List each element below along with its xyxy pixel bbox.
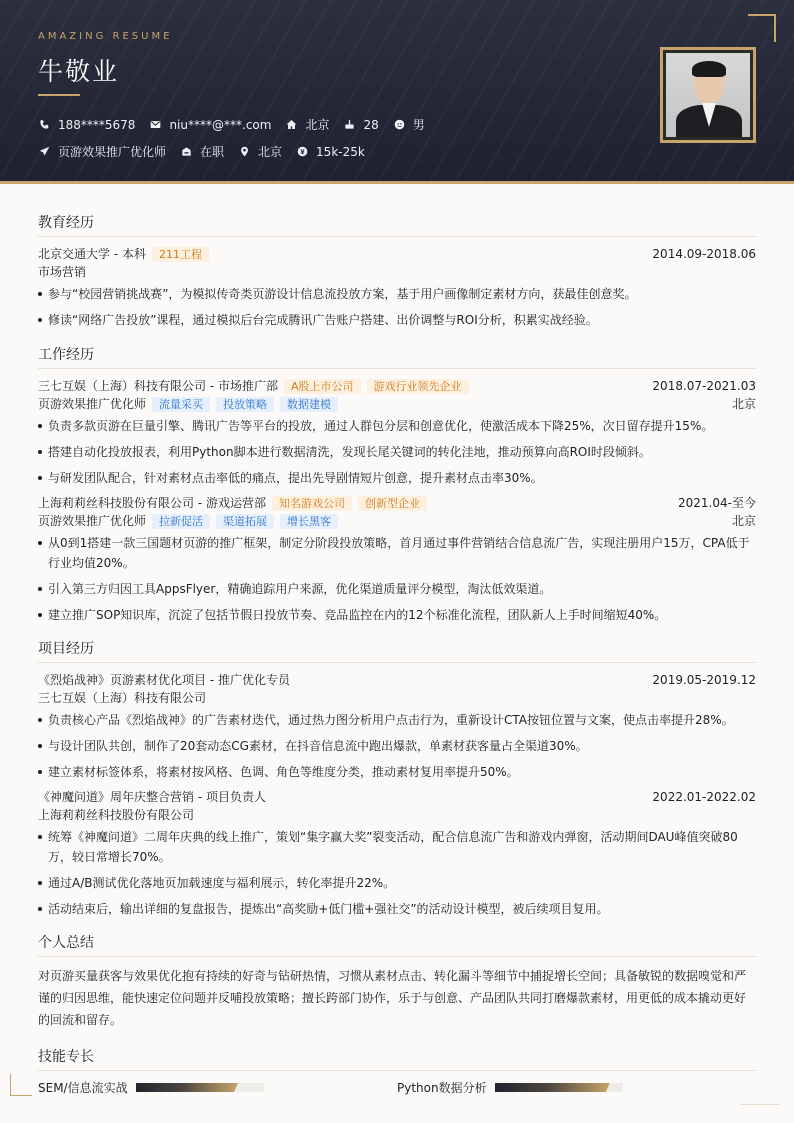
skill-tag: 拉新促活: [152, 514, 210, 529]
list-item: 活动结束后，输出详细的复盘报告，提炼出“高奖励+低门槛+强社交”的活动设计模型，被后续项目复用。: [38, 899, 756, 919]
list-item: 负责核心产品《烈焰战神》的广告素材迭代，通过热力图分析用户点击行为，重新设计CTA按钮位置与文案，使点击率提升28%。: [38, 710, 756, 730]
project-bullets: [38, 827, 756, 919]
project-date: 2019.05-2019.12: [652, 673, 756, 687]
work-bullets: [38, 416, 756, 488]
skill-level-fill: [495, 1083, 610, 1092]
list-item: 参与“校园营销挑战赛”，为模拟传奇类页游设计信息流投放方案，基于用户画像制定素材方向，获最佳创意奖。: [38, 284, 756, 304]
skill-level-fill: [136, 1083, 238, 1092]
section-title: 项目经历: [38, 638, 756, 663]
location-icon: [238, 145, 251, 158]
job-status-text: 在职: [200, 145, 225, 159]
list-item: 修读“网络广告投放”课程，通过模拟后台完成腾讯广告账户搭建、出价调整与ROI分析，积累实战经验。: [38, 310, 756, 330]
list-item: 建立推广SOP知识库，沉淀了包括节假日投放节奏、竞品监控在内的12个标准化流程，团队新人上手时间缩短40%。: [38, 605, 756, 625]
salary-text: 15k-25k: [316, 144, 365, 159]
section-title: 技能专长: [38, 1046, 756, 1071]
avatar: [666, 53, 750, 137]
gender-info: [393, 116, 425, 133]
work-date: 2021.04-至今: [678, 496, 756, 510]
major: 市场营销: [38, 265, 87, 279]
list-item: 引入第三方归因工具AppsFlyer，精确追踪用户来源，优化渠道质量评分模型，淘汰低效渠道。: [38, 579, 756, 599]
project-org-row: [38, 806, 756, 824]
salary-icon: [296, 145, 309, 158]
project-name: 《神魔问道》周年庆整合营销 - 项目负责人: [38, 790, 266, 804]
age-info: [343, 118, 378, 132]
project-entry-header: [38, 671, 756, 689]
work-bullets: [38, 533, 756, 625]
work-city: 北京: [731, 514, 756, 528]
education-entry-header: [38, 245, 756, 263]
cake-icon: [343, 118, 356, 131]
company-tag: 游戏行业领先企业: [367, 379, 469, 394]
target-city-text: 北京: [258, 145, 283, 159]
career-row: [38, 143, 379, 160]
project-date: 2022.01-2022.02: [652, 790, 756, 804]
target-role-info: [38, 143, 166, 160]
target-city-info: [238, 143, 282, 160]
work-entry-header: [38, 377, 756, 395]
salary-info: [296, 145, 365, 159]
education-major-row: [38, 263, 756, 281]
send-icon: [38, 145, 51, 158]
list-item: 从0到1搭建一款三国题材页游的推广框架，制定分阶段投放策略，首月通过事件营销结合信息流广告，实现注册用户15万，CPA低于行业均值20%。: [38, 533, 756, 573]
gender-icon: [393, 118, 406, 131]
corner-ornament: [748, 14, 776, 42]
phone-text: 188****5678: [58, 117, 136, 132]
school-name: 北京交通大学 - 本科: [38, 247, 146, 261]
summary-text: 对页游买量获客与效果优化抱有持续的好奇与钻研热情，习惯从素材点击、转化漏斗等细节中捕捉增长空间；具备敏锐的数据嗅觉和严谨的归因思维，能快速定位问题并反哺投放策略；擅长跨部门协作，乐于与创意、产品团队共同打磨爆款素材，用更低的成本撬动更好的回流和留存。: [38, 969, 747, 1027]
company-tag: A股上市公司: [284, 379, 361, 394]
list-item: 负责多款页游在巨量引擎、腾讯广告等平台的投放，通过人群包分层和创意优化，使激活成本下降25%，次日留存提升15%。: [38, 416, 756, 436]
project-org-row: [38, 689, 756, 707]
list-item: 统筹《神魔问道》二周年庆典的线上推广，策划“集字赢大奖”裂变活动，配合信息流广告和游戏内弹窗，活动期间DAU峰值突破80万，较日常增长70%。: [38, 827, 756, 867]
project-name: 《烈焰战神》页游素材优化项目 - 推广优化专员: [38, 673, 290, 687]
company-tag: 创新型企业: [358, 496, 427, 511]
section-title: 教育经历: [38, 212, 756, 237]
phone-icon: [38, 118, 51, 131]
home-info: [285, 116, 329, 133]
section-title: 工作经历: [38, 344, 756, 369]
skills-section: [38, 1046, 756, 1096]
project-bullets: [38, 710, 756, 782]
job-role: 页游效果推广优化师: [38, 397, 147, 411]
work-date: 2018.07-2021.03: [652, 379, 756, 393]
company-name: 上海莉莉丝科技股份有限公司 - 游戏运营部: [38, 496, 266, 510]
resume-tagline: AMAZING RESUME: [38, 31, 173, 42]
job-role: 页游效果推广优化师: [38, 514, 147, 528]
company-tag: 知名游戏公司: [272, 496, 352, 511]
list-item: 与设计团队共创，制作了20套动态CG素材，在抖音信息流中跑出爆款，单素材获客量占全渠道30%。: [38, 736, 756, 756]
resume-header: [0, 0, 794, 184]
skill-item: [397, 1079, 756, 1096]
status-icon: [180, 145, 193, 158]
work-city: 北京: [731, 397, 756, 411]
summary-section: [38, 932, 756, 1031]
skill-tag: 投放策略: [216, 397, 274, 412]
work-section: [38, 344, 756, 631]
home-text: 北京: [305, 118, 330, 132]
education-section: [38, 212, 756, 336]
company-name: 三七互娱（上海）科技有限公司 - 市场推广部: [38, 379, 278, 393]
skill-tag: 渠道拓展: [216, 514, 274, 529]
skill-tag: 增长黑客: [280, 514, 338, 529]
project-org: 三七互娱（上海）科技有限公司: [38, 691, 207, 705]
phone-info: [38, 118, 135, 132]
name-underline: [38, 94, 80, 96]
home-icon: [285, 118, 298, 131]
skill-tag: 数据建模: [280, 397, 338, 412]
school-tag: 211工程: [152, 247, 209, 262]
email-info: [149, 118, 271, 132]
work-entry-header: [38, 494, 756, 512]
project-entry-header: [38, 788, 756, 806]
list-item: 通过A/B测试优化落地页加载速度与福利展示，转化率提升22%。: [38, 873, 756, 893]
candidate-name: 牛敬业: [38, 57, 120, 86]
skill-item: [38, 1079, 397, 1096]
age-text: 28: [363, 117, 379, 132]
project-org: 上海莉莉丝科技股份有限公司: [38, 808, 195, 822]
email-text: niu****@***.com: [169, 117, 272, 132]
list-item: 建立素材标签体系，将素材按风格、色调、角色等维度分类，推动素材复用率提升50%。: [38, 762, 756, 782]
work-role-row: [38, 512, 756, 530]
mail-icon: [149, 118, 162, 131]
target-role-text: 页游效果推广优化师: [58, 145, 167, 159]
gender-text: 男: [412, 118, 425, 132]
skill-level-bar: [495, 1083, 623, 1092]
skill-label: SEM/信息流实战: [38, 1081, 128, 1095]
profile-photo: [660, 47, 756, 143]
footer-rule: [740, 1104, 780, 1105]
skill-level-bar: [136, 1083, 264, 1092]
education-bullets: [38, 284, 756, 330]
list-item: 与研发团队配合，针对素材点击率低的痛点，提出先导剧情短片创意，提升素材点击率30%。: [38, 468, 756, 488]
list-item: 搭建自动化投放报表，利用Python脚本进行数据清洗，发现长尾关键词的转化洼地，推动预算向高ROI时段倾斜。: [38, 442, 756, 462]
projects-section: [38, 638, 756, 925]
skills-list: [38, 1079, 756, 1096]
education-date: 2014.09-2018.06: [652, 247, 756, 261]
job-status-info: [180, 143, 224, 160]
skill-tag: 流量采买: [152, 397, 210, 412]
contact-row: [38, 116, 439, 133]
corner-ornament: [10, 1074, 32, 1096]
skill-label: Python数据分析: [397, 1081, 487, 1095]
work-role-row: [38, 395, 756, 413]
section-title: 个人总结: [38, 932, 756, 957]
